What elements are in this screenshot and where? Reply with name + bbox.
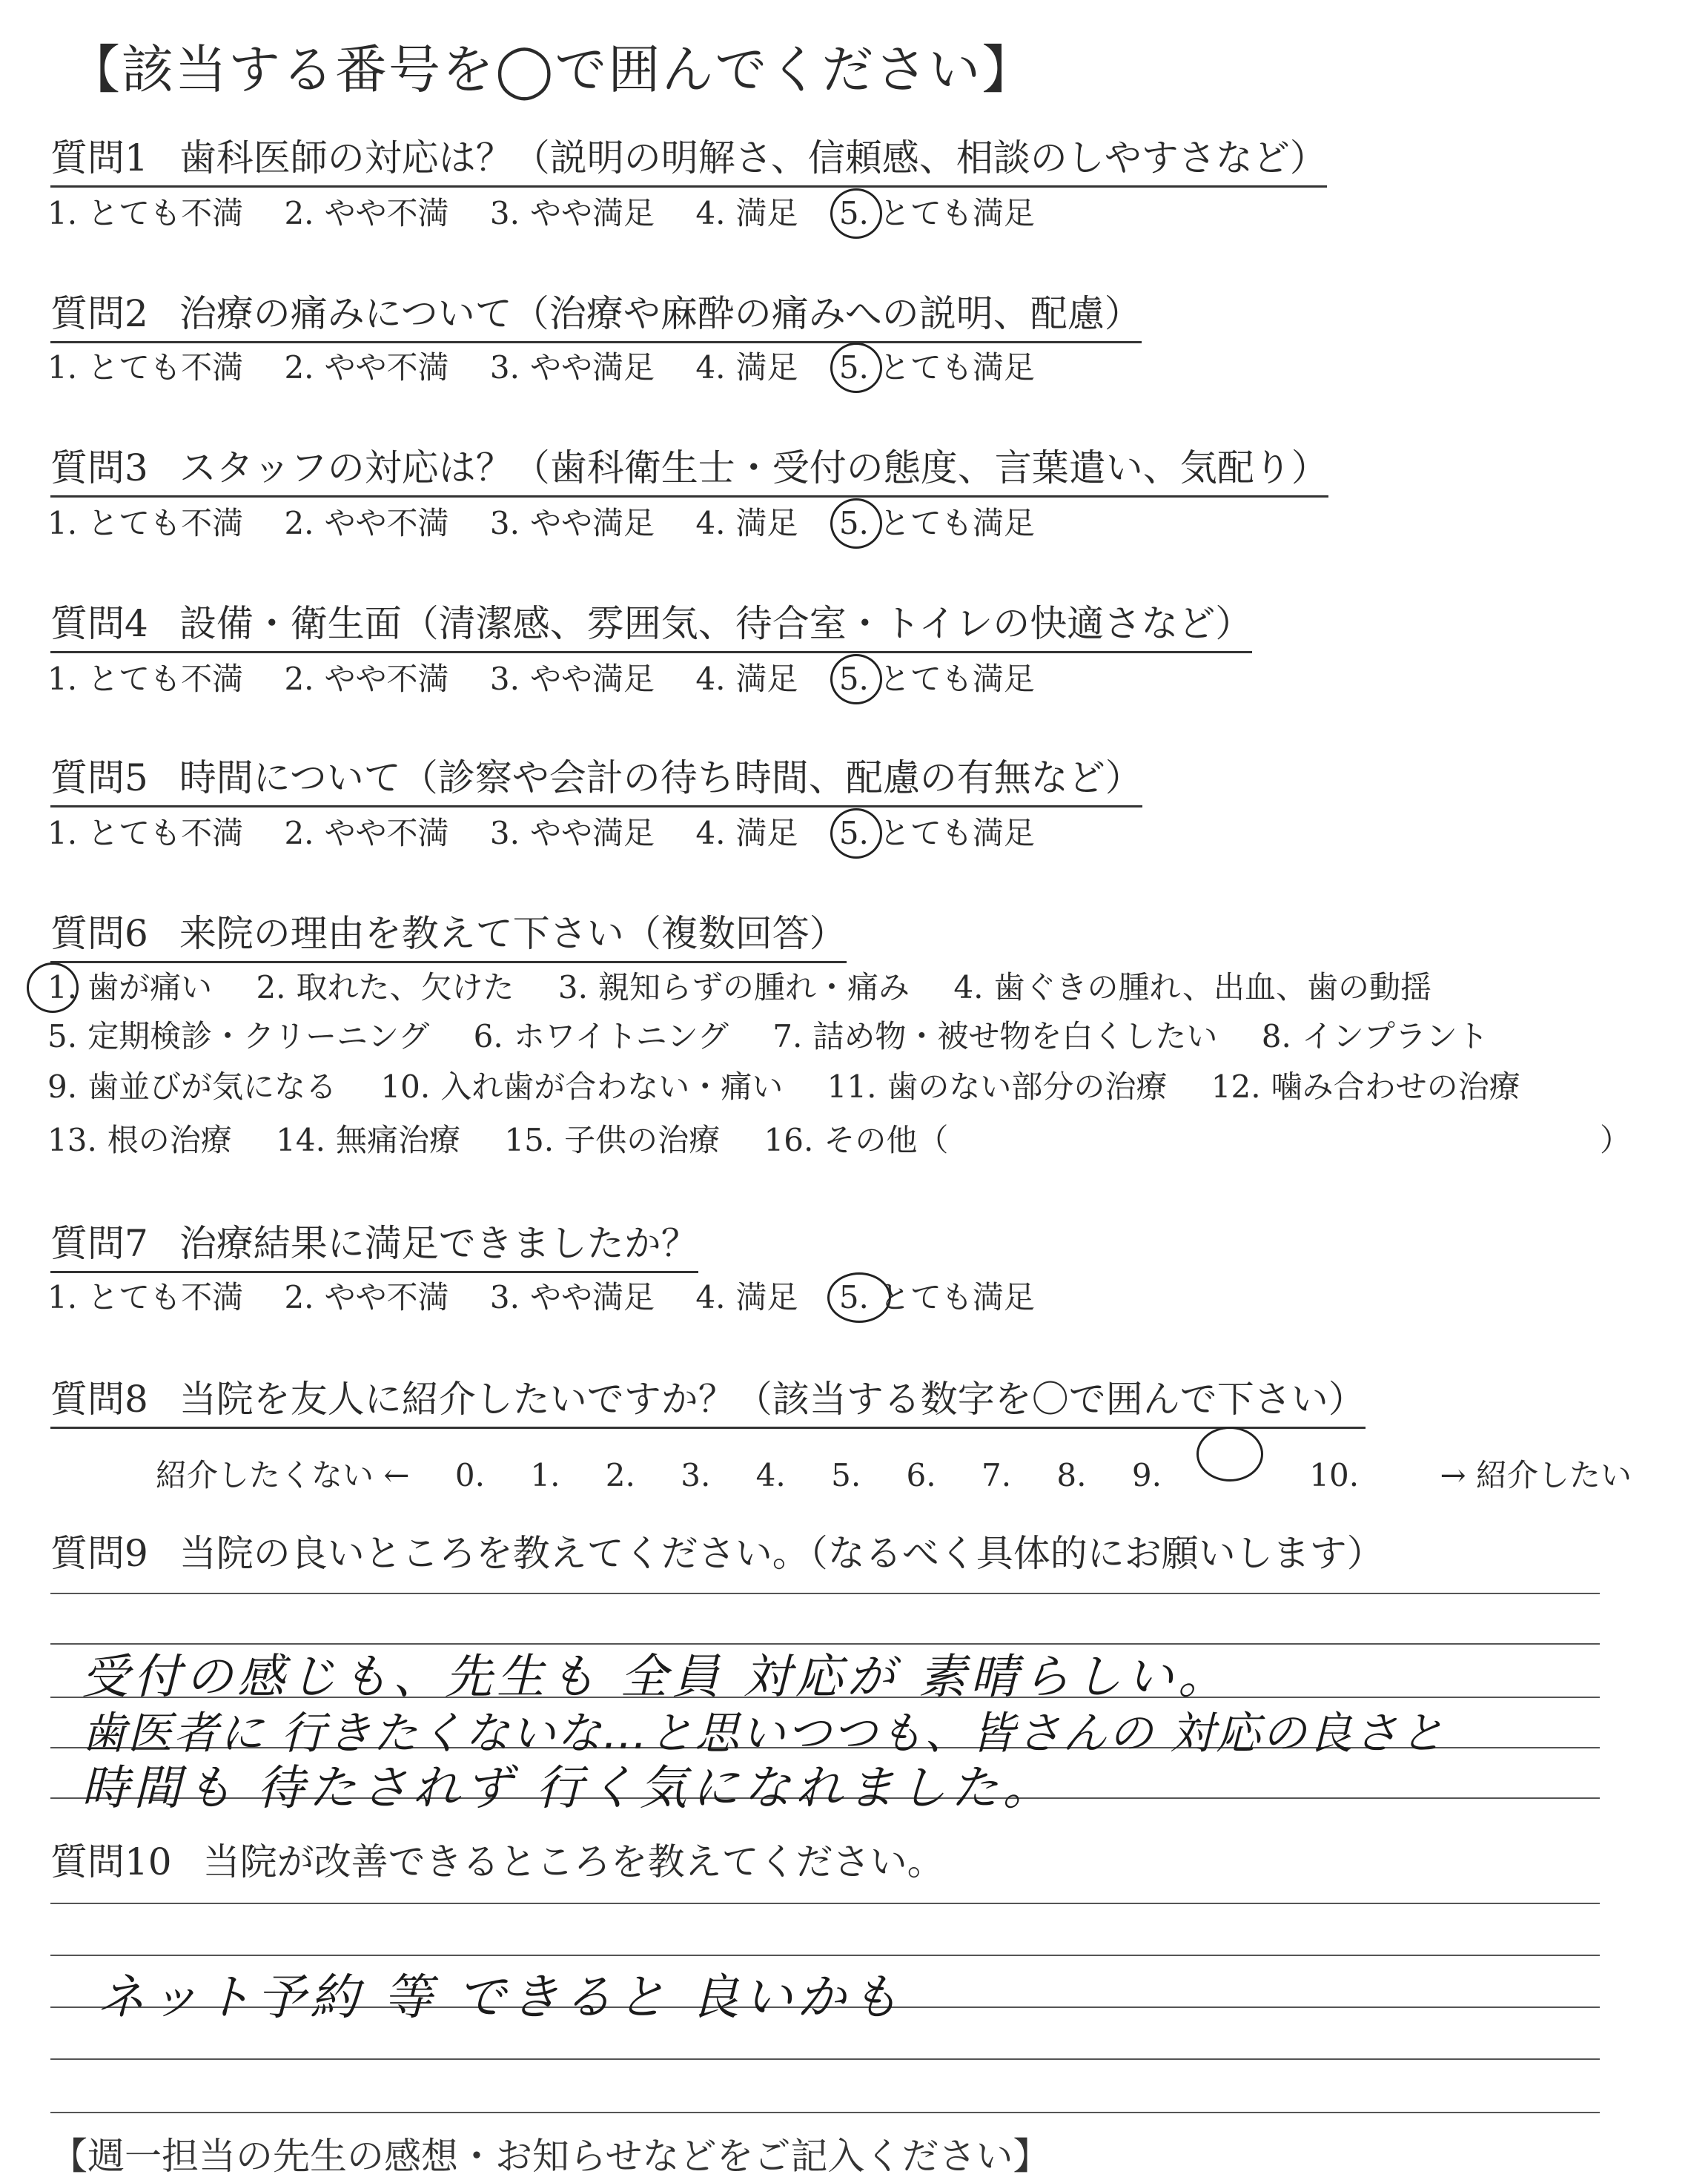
option-number: 3. xyxy=(489,349,520,386)
rating-option-5-selected[interactable] xyxy=(839,811,1035,856)
option-label: やや満足 xyxy=(529,195,655,231)
question-text: 当院を友人に紹介したいですか？（該当する数字を〇で囲んで下さい） xyxy=(179,1378,1366,1421)
handwritten-answer-q9-line1: 受付の感じも、先生も 全員 対応が 素晴らしい。 xyxy=(82,1650,1231,1705)
option-number: 2. xyxy=(284,195,314,231)
option-label: 詰め物・被せ物を白くしたい xyxy=(812,1018,1218,1054)
reason-option-5[interactable] xyxy=(47,1014,429,1059)
rating-option-2[interactable] xyxy=(284,191,448,236)
scale-right-label: → 紹介したい xyxy=(1440,1457,1632,1493)
rating-option-1[interactable] xyxy=(47,501,243,546)
option-label: 子供の治療 xyxy=(564,1122,721,1158)
rating-option-2[interactable] xyxy=(284,346,448,390)
option-number: 4. xyxy=(953,969,984,1005)
question-3-title xyxy=(50,443,1328,498)
question-text: 当院の良いところを教えてください。（なるべく具体的にお願いします） xyxy=(179,1532,1384,1575)
question-text: 当院が改善できるところを教えてください。 xyxy=(202,1840,944,1883)
option-number: 4. xyxy=(695,505,726,541)
question-label: 質問2 xyxy=(50,292,148,335)
question-label: 質問6 xyxy=(50,912,148,955)
scale-8[interactable]: 8. xyxy=(1056,1457,1087,1493)
question-text: 歯科医師の対応は？（説明の明解さ、信頼感、相談のしやすさなど） xyxy=(179,136,1327,179)
reason-option-6[interactable] xyxy=(474,1014,729,1059)
option-label: 噛み合わせの治療 xyxy=(1271,1068,1520,1105)
rating-option-4[interactable] xyxy=(695,191,798,236)
option-number: 2. xyxy=(284,505,314,541)
option-label: やや不満 xyxy=(324,661,449,697)
option-number: 3. xyxy=(489,195,520,231)
option-number: 12. xyxy=(1211,1068,1261,1105)
option-label: とても不満 xyxy=(87,349,244,386)
option-label: とても満足 xyxy=(878,815,1035,851)
option-label: ホワイトニング xyxy=(513,1018,729,1054)
option-number: 14. xyxy=(276,1122,325,1158)
rating-option-1[interactable] xyxy=(47,657,243,701)
question-text: 来院の理由を教えて下さい（複数回答） xyxy=(179,912,847,955)
option-label: 歯並びが気になる xyxy=(87,1068,337,1105)
recommend-scale xyxy=(156,1431,1667,1498)
scale-5[interactable]: 5. xyxy=(831,1457,861,1493)
reason-option-15[interactable] xyxy=(504,1118,720,1163)
selection-circle xyxy=(830,343,882,393)
rating-option-3[interactable] xyxy=(490,1275,655,1320)
selection-circle xyxy=(27,962,79,1013)
reason-option-11[interactable] xyxy=(827,1065,1168,1109)
rating-option-5-selected[interactable] xyxy=(839,346,1035,390)
rating-option-4[interactable] xyxy=(695,1275,798,1320)
reason-option-8[interactable] xyxy=(1262,1014,1489,1059)
question-10-title xyxy=(50,1837,944,1889)
option-label: 満足 xyxy=(735,195,798,231)
option-number: 4. xyxy=(695,349,726,386)
option-number: 4. xyxy=(695,195,726,231)
scale-2[interactable]: 2. xyxy=(605,1457,635,1493)
answer-line xyxy=(50,1955,1600,1956)
question-text: 治療結果に満足できましたか？ xyxy=(179,1222,698,1265)
option-number: 13. xyxy=(47,1122,97,1158)
reason-option-1-selected[interactable] xyxy=(47,965,212,1010)
question-9-title xyxy=(50,1529,1384,1581)
option-label: 満足 xyxy=(735,349,798,386)
rating-option-2[interactable] xyxy=(284,657,448,701)
option-number: 1. xyxy=(47,349,78,386)
scale-4[interactable]: 4. xyxy=(755,1457,786,1493)
answer-line xyxy=(50,2058,1600,2060)
option-label: とても不満 xyxy=(87,195,244,231)
question-text: 設備・衛生面（清潔感、雰囲気、待合室・トイレの快適さなど） xyxy=(179,602,1253,645)
question-label: 質問1 xyxy=(50,136,148,179)
option-label: やや満足 xyxy=(529,815,655,851)
option-number: 5. xyxy=(838,815,869,851)
option-label: とても満足 xyxy=(878,195,1035,231)
scale-10-label: 10. xyxy=(1309,1457,1360,1493)
option-label: 歯のない部分の治療 xyxy=(887,1068,1168,1105)
instruction-heading: 【該当する番号を◯で囲んでください】 xyxy=(68,39,1036,100)
option-number: 1. xyxy=(47,505,78,541)
option-number: 5. xyxy=(47,1018,78,1054)
question-6-options-row-1 xyxy=(47,965,1466,1010)
question-label: 質問3 xyxy=(50,446,148,489)
handwritten-answer-q10-line1: ネット予約 等 できると 良いかも xyxy=(96,1969,904,2026)
option-label: 無痛治療 xyxy=(335,1122,460,1158)
option-number: 5. xyxy=(838,349,869,386)
answer-line xyxy=(50,1593,1600,1594)
option-number: 8. xyxy=(1261,1018,1291,1054)
question-8-title xyxy=(50,1375,1366,1429)
option-label: 親知らずの腫れ・痛み xyxy=(598,969,910,1005)
option-number: 3. xyxy=(489,815,520,851)
rating-option-4[interactable] xyxy=(695,811,798,856)
option-number: 2. xyxy=(284,349,314,386)
scale-left-label: 紹介したくない ← xyxy=(156,1457,410,1493)
scale-7[interactable]: 7. xyxy=(981,1457,1012,1493)
footer-partial-text: 【週一担当の先生の感想・お知らせなどをご記入ください】 xyxy=(50,2135,1050,2178)
question-5-options xyxy=(47,811,1066,856)
option-label: 根の治療 xyxy=(107,1122,232,1158)
option-number: 3. xyxy=(557,969,588,1005)
option-label: やや不満 xyxy=(324,195,449,231)
option-number: 16. xyxy=(764,1122,814,1158)
rating-option-5-selected[interactable] xyxy=(839,1275,1035,1320)
option-label: インプラント xyxy=(1301,1018,1489,1054)
option-number: 1. xyxy=(47,195,78,231)
selection-circle xyxy=(830,654,882,704)
scale-9[interactable]: 9. xyxy=(1131,1457,1162,1493)
question-7-title xyxy=(50,1219,698,1273)
option-label: 満足 xyxy=(735,815,798,851)
option-number: 4. xyxy=(695,661,726,697)
rating-option-3[interactable] xyxy=(490,811,655,856)
reason-option-3[interactable] xyxy=(558,965,910,1010)
option-label: とても不満 xyxy=(87,505,244,541)
option-label: 満足 xyxy=(735,661,798,697)
rating-option-3[interactable] xyxy=(490,346,655,390)
option-label: とても満足 xyxy=(878,1279,1035,1315)
question-2-title xyxy=(50,289,1142,343)
question-text: スタッフの対応は？（歯科衛生士・受付の態度、言葉遣い、気配り） xyxy=(179,446,1328,489)
reason-option-14[interactable] xyxy=(276,1118,460,1163)
question-6-options-row-2 xyxy=(47,1014,1523,1059)
reason-option-13[interactable] xyxy=(47,1118,232,1163)
option-number: 5. xyxy=(838,505,869,541)
question-5-title xyxy=(50,753,1142,807)
question-4-options xyxy=(47,657,1066,701)
option-number: 2. xyxy=(284,661,314,697)
handwritten-answer-q9-line2: 歯医者に 行きたくないな…と思いつつも、皆さんの 対応の良さと xyxy=(82,1708,1446,1760)
option-label: とても満足 xyxy=(878,505,1035,541)
other-close-paren: ） xyxy=(1600,1122,1632,1158)
option-number: 1. xyxy=(47,1279,78,1315)
question-4-title xyxy=(50,599,1252,653)
question-7-options xyxy=(47,1275,1066,1320)
option-label: やや満足 xyxy=(529,1279,655,1315)
option-label: やや満足 xyxy=(529,349,655,386)
option-label: 歯ぐきの腫れ、出血、歯の動揺 xyxy=(993,969,1431,1005)
selection-circle xyxy=(827,1272,891,1323)
option-number: 1. xyxy=(47,661,78,697)
scale-0[interactable]: 0. xyxy=(454,1457,485,1493)
option-number: 4. xyxy=(695,1279,726,1315)
question-3-options xyxy=(47,501,1066,546)
question-text: 時間について（診察や会計の待ち時間、配慮の有無など） xyxy=(179,756,1142,799)
question-2-options xyxy=(47,346,1066,390)
question-text: 治療の痛みについて（治療や麻酔の痛みへの説明、配慮） xyxy=(179,292,1142,335)
selection-circle xyxy=(830,808,882,859)
scale-1[interactable]: 1. xyxy=(530,1457,560,1493)
selection-circle xyxy=(1196,1427,1263,1482)
option-number: 3. xyxy=(489,661,520,697)
reason-option-7[interactable] xyxy=(772,1014,1217,1059)
option-label: とても満足 xyxy=(878,349,1035,386)
scale-10-selected[interactable] xyxy=(1207,1431,1394,1498)
rating-option-5-selected[interactable] xyxy=(839,657,1035,701)
option-label: とても不満 xyxy=(87,815,244,851)
option-number: 1. xyxy=(47,815,78,851)
option-number: 2. xyxy=(256,969,286,1005)
reason-option-4[interactable] xyxy=(953,965,1431,1010)
reason-option-2[interactable] xyxy=(256,965,514,1010)
option-label: 入れ歯が合わない・痛い xyxy=(440,1068,784,1105)
option-label: やや不満 xyxy=(324,349,449,386)
rating-option-1[interactable] xyxy=(47,191,243,236)
option-label: やや不満 xyxy=(324,505,449,541)
rating-option-1[interactable] xyxy=(47,1275,243,1320)
rating-option-4[interactable] xyxy=(695,501,798,546)
rating-option-1[interactable] xyxy=(47,346,243,390)
option-label: 満足 xyxy=(735,505,798,541)
option-label: やや満足 xyxy=(529,505,655,541)
answer-line xyxy=(50,2112,1600,2113)
rating-option-2[interactable] xyxy=(284,1275,448,1320)
reason-option-9[interactable] xyxy=(47,1065,337,1109)
rating-option-3[interactable] xyxy=(490,501,655,546)
option-number: 1. xyxy=(47,969,78,1005)
rating-option-5-selected[interactable] xyxy=(839,191,1035,236)
question-label: 質問4 xyxy=(50,602,148,645)
option-number: 10. xyxy=(380,1068,431,1105)
option-number: 7. xyxy=(772,1018,803,1054)
option-label: 取れた、欠けた xyxy=(296,969,514,1005)
option-number: 9. xyxy=(47,1068,78,1105)
scale-6[interactable]: 6. xyxy=(906,1457,936,1493)
question-label: 質問5 xyxy=(50,756,148,799)
question-6-options-row-4 xyxy=(47,1118,982,1163)
reason-option-12[interactable] xyxy=(1211,1065,1520,1109)
option-label: 歯が痛い xyxy=(87,969,213,1005)
scale-3[interactable]: 3. xyxy=(681,1457,711,1493)
rating-option-4[interactable] xyxy=(695,346,798,390)
rating-option-5-selected[interactable] xyxy=(839,501,1035,546)
option-label: とても満足 xyxy=(878,661,1035,697)
option-number: 4. xyxy=(695,815,726,851)
reason-option-16[interactable] xyxy=(764,1118,949,1163)
option-number: 5. xyxy=(838,661,869,697)
rating-option-2[interactable] xyxy=(284,811,448,856)
option-label: 定期検診・クリーニング xyxy=(87,1018,430,1054)
option-number: 5. xyxy=(838,1279,869,1315)
option-number: 2. xyxy=(284,815,314,851)
option-number: 11. xyxy=(827,1068,877,1105)
option-label: やや不満 xyxy=(324,815,449,851)
question-label: 質問9 xyxy=(50,1532,148,1575)
rating-option-1[interactable] xyxy=(47,811,243,856)
rating-option-2[interactable] xyxy=(284,501,448,546)
option-number: 15. xyxy=(504,1122,555,1158)
question-1-options xyxy=(47,191,1066,236)
option-label: やや満足 xyxy=(529,661,655,697)
question-label: 質問7 xyxy=(50,1222,148,1265)
handwritten-answer-q9-line3: 時間も 待たされず 行く気になれました。 xyxy=(82,1761,1055,1816)
option-label: とても不満 xyxy=(87,661,244,697)
reason-option-10[interactable] xyxy=(380,1065,783,1109)
option-number: 5. xyxy=(838,195,869,231)
option-number: 2. xyxy=(284,1279,314,1315)
question-1-title xyxy=(50,133,1327,188)
rating-option-3[interactable] xyxy=(490,657,655,701)
rating-option-3[interactable] xyxy=(490,191,655,236)
question-6-title xyxy=(50,909,847,963)
rating-option-4[interactable] xyxy=(695,657,798,701)
option-number: 3. xyxy=(489,1279,520,1315)
option-label: とても不満 xyxy=(87,1279,244,1315)
selection-circle xyxy=(830,498,882,549)
option-number: 6. xyxy=(473,1018,503,1054)
option-label: やや不満 xyxy=(324,1279,449,1315)
question-label: 質問10 xyxy=(50,1840,172,1883)
answer-line xyxy=(50,1903,1600,1904)
option-label: 満足 xyxy=(735,1279,798,1315)
selection-circle xyxy=(830,188,882,239)
question-6-options-row-3 xyxy=(47,1065,1555,1109)
option-number: 3. xyxy=(489,505,520,541)
question-label: 質問8 xyxy=(50,1378,148,1421)
option-label: その他（ xyxy=(824,1122,949,1158)
